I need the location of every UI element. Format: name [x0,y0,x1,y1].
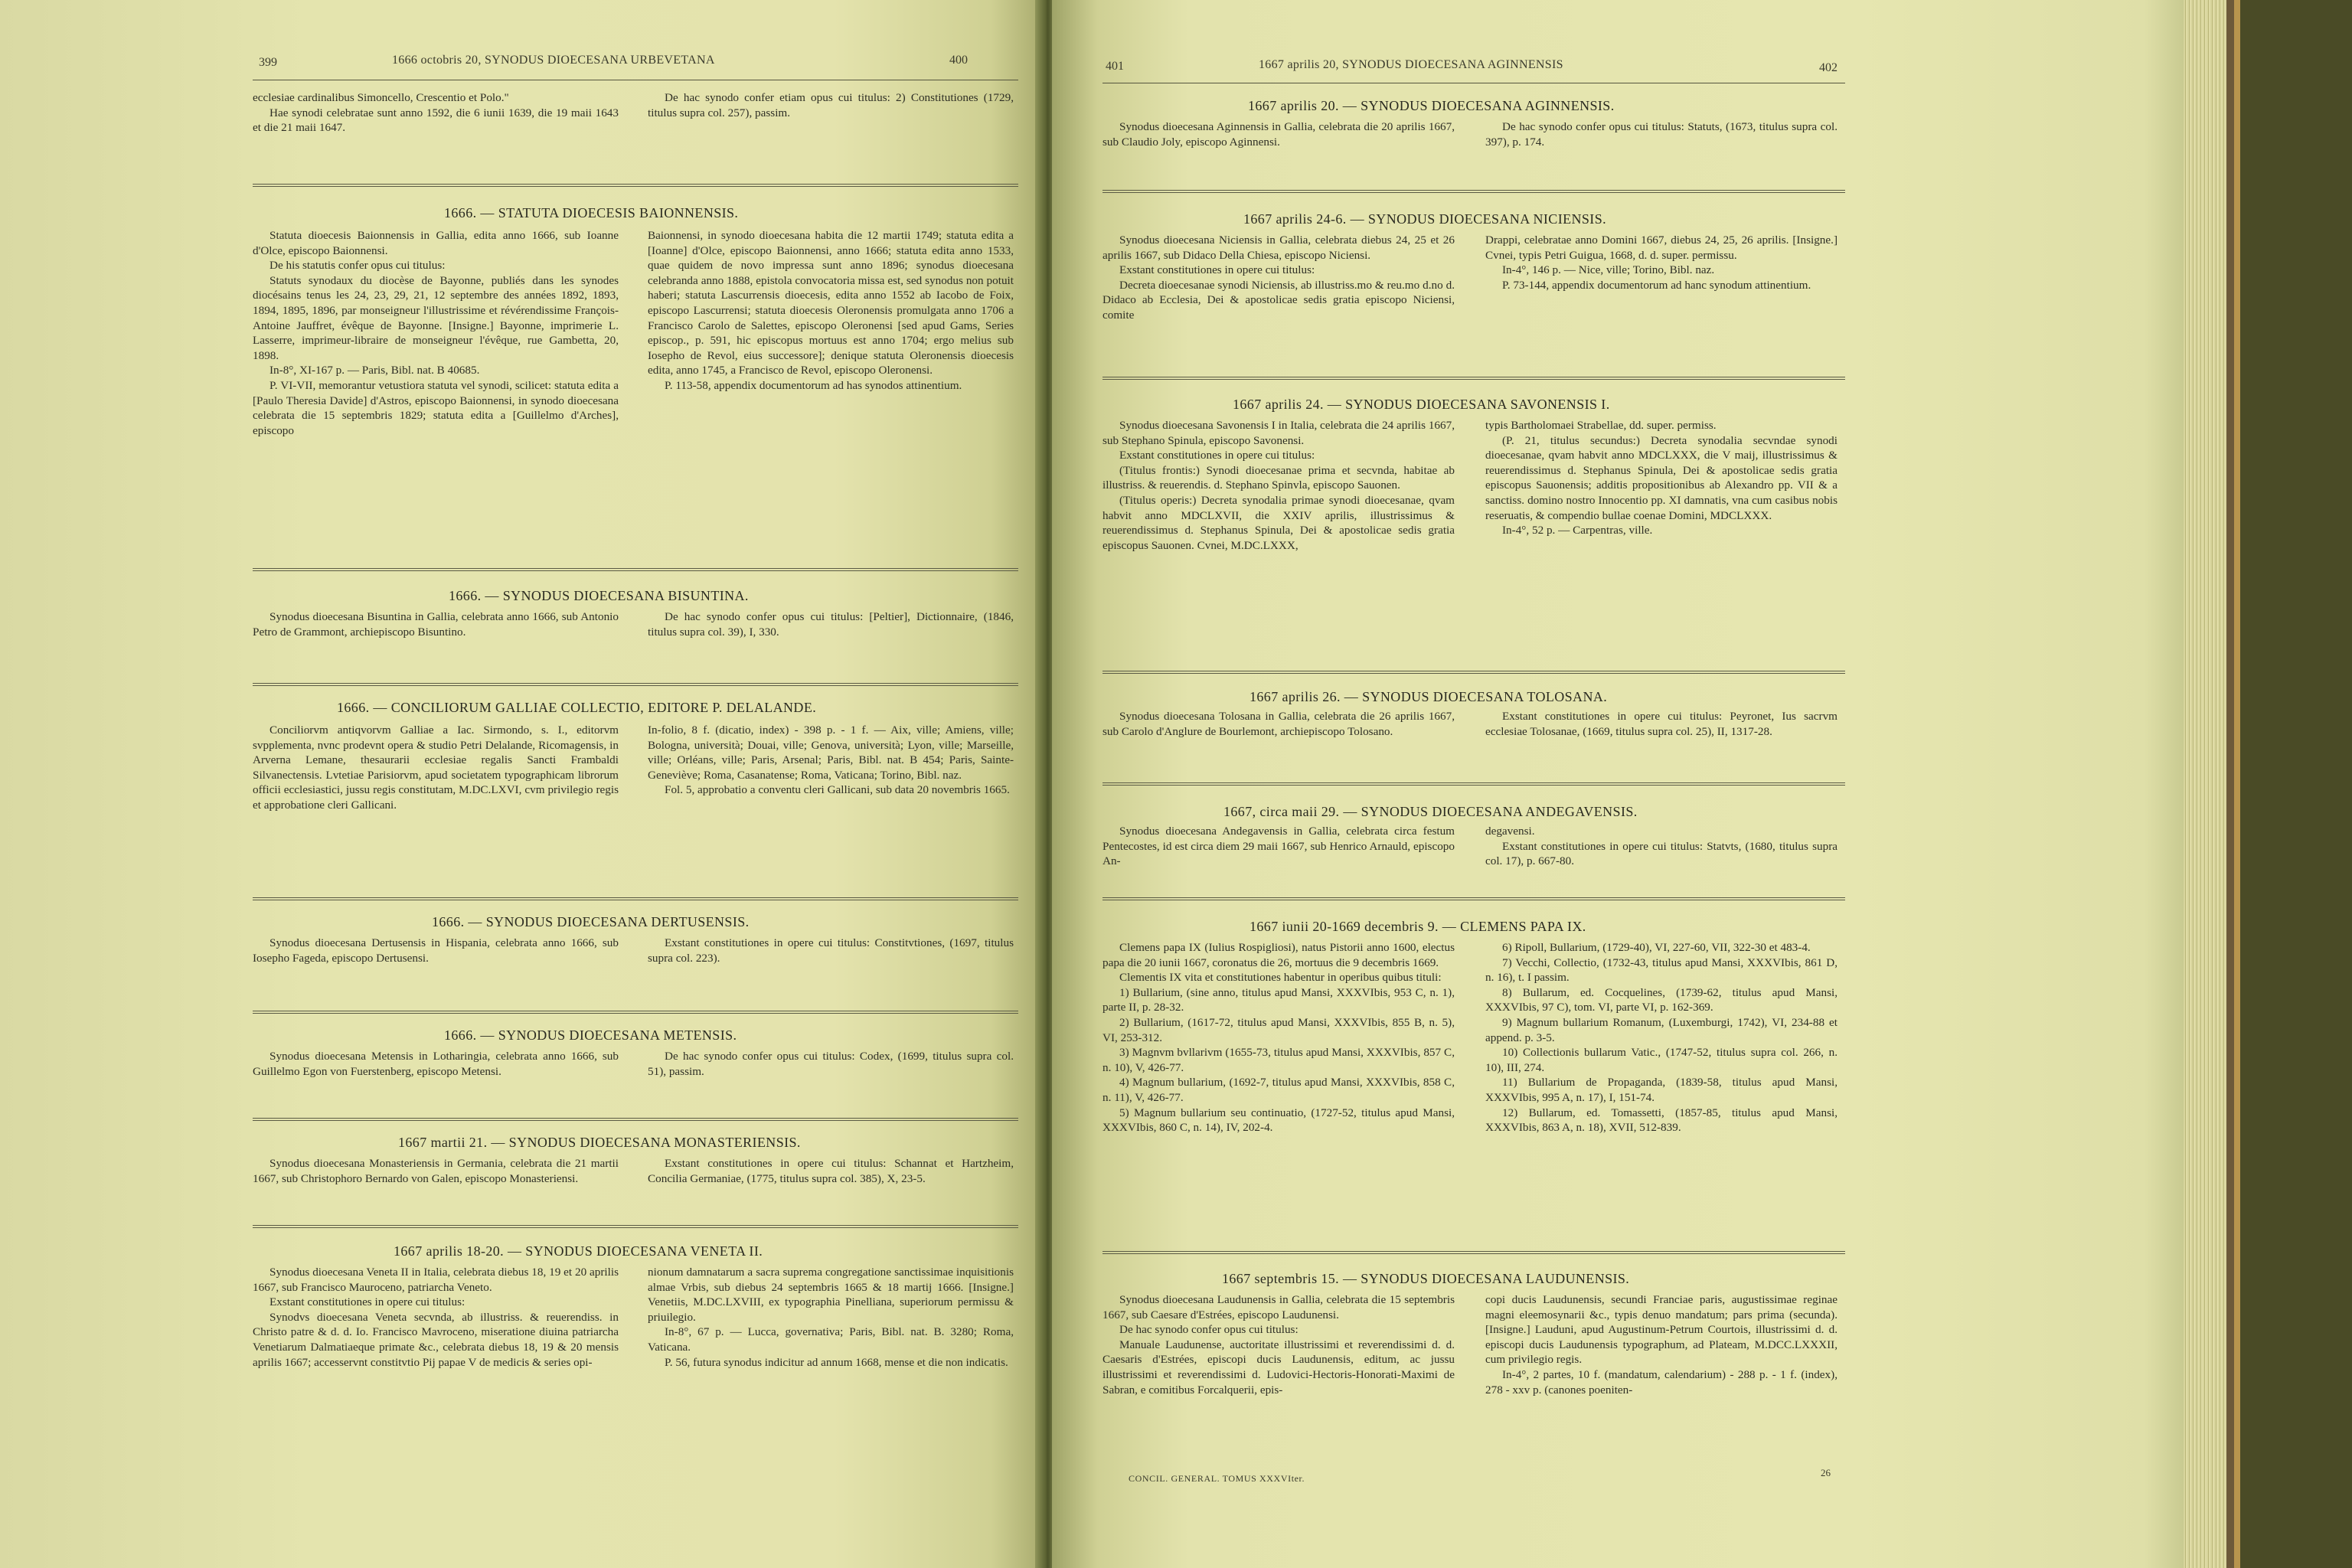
section-col-1 [1102,119,1455,149]
paragraph: 12) Bullarum, ed. Tomassetti, (1857-85, titulus apud Mansi, XXXVIbis, 863 A, n. 18), XVII, 512-839. [1485,1106,1838,1135]
section-col-2 [648,228,1014,394]
paragraph: De hac synodo confer opus cui titulus: [Peltier], Dictionnaire, (1846, titulus supra col. 39), I, 330. [648,610,1014,639]
paragraph: Exstant constitutiones in opere cui titulus: [1119,449,1315,462]
paragraph: Statuts synodaux du diocèse de Bayonne, publiés dans les synodes diocésains tenus les 24, 23, 29, 21, 12 septembre des années 1892, 1893, 1894, 1895, 1896, par monseigneur l'illustrissime et révérendissime François-Antoine Jauffret, évêque de Bayonne. [Insigne.] Bayonne, imprimerie L. Lasserre, imprimeur-libraire de monseigneur l'évêque, rue Gambetta, 20, 1898. [253,273,619,362]
section-title: 1667, circa maii 29. — SYNODUS DIOECESANA ANDEGAVENSIS. [1223,804,1638,819]
section-title: 1666. — SYNODUS DIOECESANA DERTUSENSIS. [432,914,750,929]
paragraph: Clemens papa IX (Iulius Rospigliosi), natus Pistorii anno 1600, electus papa die 20 iunii 1667, coronatus die 26, mortuus die 9 decembris 1669. [1102,941,1455,969]
paragraph: P. 113-58, appendix documentorum ad has synodos attinentium. [665,378,962,392]
book-cover [2226,0,2352,1568]
section-col-1 [1102,233,1455,323]
paragraph: Synodus dioecesana Monasteriensis in Germania, celebrata die 21 martii 1667, sub Christophoro Bernardo von Galen, episcopo Monasteriensi. [253,1157,619,1185]
section-rule [1102,377,1845,380]
paragraph: copi ducis Laudunensis, secundi Franciae paris, augustissimae reginae magni eleemosynarii &c., typis denuo mandatum; pars prima (secunda). [Insigne.] Lauduni, apud Augustinum-Petrum Courtois, illustrissimi d. d. episcopi ducis Laudunensis typographum, ad Plateam, M.DCC.LXXXII, cum privilegio regis. [1485,1293,1838,1367]
paragraph: 9) Magnum bullarium Romanum, (Luxemburgi, 1742), VI, 234-88 et append. p. 3-5. [1485,1015,1838,1044]
section-title: 1667 aprilis 26. — SYNODUS DIOECESANA TOLOSANA. [1250,689,1608,704]
paragraph: Statuta dioecesis Baionnensis in Gallia, edita anno 1666, sub Ioanne d'Olce, episcopo Baionnensi. [253,229,619,257]
paragraph: ecclesiae cardinalibus Simoncello, Crescentio et Polo." [253,91,509,104]
section-rule [253,1011,1018,1014]
paragraph: 4) Magnum bullarium, (1692-7, titulus apud Mansi, XXXVIbis, 858 C, n. 11), V, 426-77. [1102,1076,1455,1104]
section-col-2 [648,1265,1014,1370]
paragraph: De hac synodo confer etiam opus cui titulus: 2) Constitutiones (1729, titulus supra col. 257), passim. [648,91,1014,119]
section-col-1 [253,1156,619,1186]
paragraph: Fol. 5, approbatio a conventu cleri Gallicani, sub data 20 novembris 1665. [665,783,1010,797]
section-title: 1667 aprilis 24-6. — SYNODUS DIOECESANA NICIENSIS. [1243,211,1607,227]
paragraph: Synodus dioecesana Dertusensis in Hispania, celebrata anno 1666, sub Iosepho Fageda, episcopo Dertusensi. [253,936,619,965]
section-title: 1667 septembris 15. — SYNODUS DIOECESANA LAUDUNENSIS. [1222,1271,1630,1286]
section-rule [1102,671,1845,674]
paragraph: Hae synodi celebratae sunt anno 1592, die 6 iunii 1639, die 19 maii 1643 et die 21 maii 1647. [253,106,619,135]
section-col-2 [648,609,1014,639]
section-col-1 [253,609,619,639]
section-col-2 [1485,824,1838,869]
running-head-title: 1667 aprilis 20, SYNODUS DIOECESANA AGINNENSIS [1259,58,1563,71]
section-col-1 [253,1265,619,1370]
section-title: 1666. — STATUTA DIOECESIS BAIONNENSIS. [444,205,739,220]
paragraph: P. VI-VII, memorantur vetustiora statuta vel synodi, scilicet: statuta edita a [Paulo Theresia Davide] d'Astros, episcopo Baionnensi, in synodo dioecesana celebrata die 15 septembris 1829; statuta edita a [Guillelmo d'Arches], episcopo [253,378,619,437]
section-rule [1102,1251,1845,1254]
section-col-1 [1102,418,1455,553]
paragraph: 5) Magnum bullarium seu continuatio, (1727-52, titulus apud Mansi, XXXVIbis, 860 C, n. 14), IV, 202-4. [1102,1106,1455,1135]
paragraph: Synodus dioecesana Niciensis in Gallia, celebrata diebus 24, 25 et 26 aprilis 1667, sub Didaco Della Chiesa, episcopo Niciensi. [1102,234,1455,262]
paragraph: 2) Bullarium, (1617-72, titulus apud Mansi, XXXVIbis, 855 B, n. 5), VI, 253-312. [1102,1015,1455,1044]
paragraph: In-8°, XI-167 p. — Paris, Bibl. nat. B 40685. [270,364,480,377]
paragraph: In-4°, 52 p. — Carpentras, ville. [1502,524,1653,537]
paragraph: Exstant constitutiones in opere cui titulus: Peyronet, Ius sacrvm ecclesiae Tolosanae, (1669, titulus supra col. 25), II, 1317-28. [1485,710,1838,738]
section-rule [253,568,1018,571]
section-title: 1666. — SYNODUS DIOECESANA BISUNTINA. [449,588,749,603]
paragraph: degavensi. [1485,825,1535,838]
section-col-2 [648,1049,1014,1079]
paragraph: In-4°, 2 partes, 10 f. (mandatum, calendarium) - 288 p. - 1 f. (index), 278 - xxv p. (canones poeniten- [1485,1367,1838,1396]
paragraph: Synodus dioecesana Laudunensis in Gallia, celebrata die 15 septembris 1667, sub Caesare d'Estrées, episcopo Laudunensi. [1102,1293,1455,1321]
column-number-right: 402 [1819,61,1838,74]
section-col-2 [1485,233,1838,292]
section-col-1 [1102,940,1455,1135]
page-edges [2184,0,2226,1568]
sheet-number: 26 [1821,1467,1831,1478]
paragraph: Baionnensi, in synodo dioecesana habita die 12 martii 1749; statuta edita a [Ioanne] d'Olce, episcopo Baionnensi, anno 1666; statuta edita anno 1533, quae quidem de novo impressa sunt anno 1896; synodus dioecesana celebranda anno 1888, epistola convocatoria missa est, sed synodus non potuit haberi; statuta Lascurrensis dioecesis, edita anno 1552 ab Iacobo de Foix, episcopo Lascurrensi; statuta dioecesis Oleronensis promulgata anno 1706 a Francisco Carolo de Salettes, episcopo Oleronensi [sed apud Gams, Series episcop., p. 591, hic episcopus mortuus est anno 1704; ergo melius sub Iosepho de Revol, eius successore]; denique statuta Oleronensis dioecesis edita, anno 1745, a Francisco de Revol, episcopo Oleronensi. [648,229,1014,377]
section-col-2 [648,723,1014,798]
section-rule [253,1118,1018,1121]
paragraph: (P. 21, titulus secundus:) Decreta synodalia secvndae synodi dioecesanae, qvam habvit anno MDCLXXX, die V maij, illustrissimus & reuerendissimus d. Stephanus Spinula, Dei & apostolicae sedis gratia episcopus Sauonensis; additis propositionibus ab Alexandro pp. VII & a sanctiss. domino nostro Innocentio pp. XI damnatis, vna cum casibus nobis reseruatis, & compendio bullae coenae Domini, MDCLXXX. [1485,433,1838,522]
section-col-2 [1485,119,1838,149]
paragraph: 10) Collectionis bullarum Vatic., (1747-52, titulus supra col. 266, n. 10), III, 274. [1485,1046,1838,1074]
paragraph: (Titulus operis:) Decreta synodalia primae synodi dioecesanae, qvam habvit anno MDCLXVII, die XXIV aprilis, illustrissimus & reuerendissimus d. Stephanus Spinula, Dei & apostolicae sedis gratia episcopus Sauonen. Cvnei, M.DC.LXXX, [1102,493,1455,552]
paragraph: 7) Vecchi, Collectio, (1732-43, titulus apud Mansi, XXXVIbis, 861 D, n. 16), t. I passim. [1485,956,1838,985]
section-rule [1102,782,1845,786]
paragraph: Synodus dioecesana Aginnensis in Gallia, celebrata die 20 aprilis 1667, sub Claudio Joly, episcopo Aginnensi. [1102,120,1455,149]
section-col-2 [648,1156,1014,1186]
paragraph: Exstant constitutiones in opere cui titulus: Schannat et Hartzheim, Concilia Germaniae, (1775, titulus supra col. 385), X, 23-5. [648,1157,1014,1185]
paragraph: De his statutis confer opus cui titulus: [270,259,446,273]
paragraph: Decreta dioecesanae synodi Niciensis, ab illustriss.mo & reu.mo d.no d. Didaco ab Ecclesia, Dei & apostolicae sedis gratia episcopo Niciensi, comite [1102,278,1455,322]
paragraph: 3) Magnvm bvllarivm (1655-73, titulus apud Mansi, XXXVIbis, 857 C, n. 10), V, 426-77. [1102,1046,1455,1074]
section-col-1 [253,228,619,438]
section-col-1 [253,1049,619,1079]
section-title: 1667 martii 21. — SYNODUS DIOECESANA MONASTERIENSIS. [398,1135,801,1150]
paragraph: Conciliorvm antiqvorvm Galliae a Iac. Sirmondo, s. I., editorvm svpplementa, nvnc prodevnt opera & studio Petri Delalande, Ricomagensis, in Arverna Lemane, thesaurarii ecclesiae regalis Sancti Frambaldi Silvanectensis. Lvtetiae Parisiorvm, apud societatem typographicam librorum officii ecclesiastici, jussu regis constitutam, M.DC.LXVI, cvm privilegio regis et approbatione cleri Gallicani. [253,724,619,812]
section-rule [1102,190,1845,193]
section-col-2 [1485,418,1838,538]
paragraph: Synodus dioecesana Veneta II in Italia, celebrata diebus 18, 19 et 20 aprilis 1667, sub Francisco Mauroceno, patriarcha Veneto. [253,1266,619,1294]
section-rule [253,184,1018,187]
right-page [1052,0,2190,1568]
section-col-1 [1102,1292,1455,1397]
paragraph: (Titulus frontis:) Synodi dioecesanae prima et secvnda, habitae ab illustriss. & reuerendis. d. Stephano Spinvla, episcopo Sauonen. [1102,463,1455,492]
section-rule [253,683,1018,686]
section-col-2 [1485,1292,1838,1397]
section-col-1 [253,936,619,965]
section-col-2 [1485,709,1838,739]
paragraph: Synodus dioecesana Tolosana in Gallia, celebrata die 26 aprilis 1667, sub Carolo d'Anglure de Bourlemont, archiepiscopo Tolosano. [1102,710,1455,738]
paragraph: Exstant constitutiones in opere cui titulus: Statvts, (1680, titulus supra col. 17), p. 667-80. [1485,839,1838,868]
left-page [0,0,1043,1568]
paragraph: 6) Ripoll, Bullarium, (1729-40), VI, 227-60, VII, 322-30 et 483-4. [1502,941,1811,954]
paragraph: De hac synodo confer opus cui titulus: Statuts, (1673, titulus supra col. 397), p. 174. [1485,120,1838,149]
running-head-title: 1666 octobris 20, SYNODUS DIOECESANA URBEVETANA [392,54,715,67]
column-number-left: 399 [259,56,277,69]
section-col-2 [1485,940,1838,1135]
paragraph: Drappi, celebratae anno Domini 1667, diebus 24, 25, 26 aprilis. [Insigne.] Cvnei, typis Petri Guigua, 1668, d. d. super. permissu. [1485,234,1838,262]
section-title: 1666. — SYNODUS DIOECESANA METENSIS. [444,1027,737,1043]
paragraph: In-folio, 8 f. (dicatio, index) - 398 p. - 1 f. — Aix, ville; Amiens, ville; Bologna, università; Douai, ville; Genova, università; Lyon, ville; Marseille, ville; Orléans, ville; Paris, Arsenal; Paris, Bibl. nat. B 454; Paris, Sainte-Geneviève; Roma, Casanatense; Roma, Vaticana; Torino, Bibl. naz. [648,724,1014,782]
section-col-1 [1102,824,1455,869]
paragraph: Manuale Laudunense, auctoritate illustrissimi et reverendissimi d. d. Caesaris d'Estrées, episcopi ducis Laudunensis, editum, ac jussu illustrissimi et reverendissimi d. Ludovici-Hectoris-Honorati-Maximi de Sabran, e comitibus Forcalquerii, epis- [1102,1338,1455,1396]
column-number-right: 400 [949,54,968,67]
paragraph: Synodus dioecesana Andegavensis in Gallia, celebrata circa festum Pentecostes, id est circa diem 29 maii 1667, sub Henrico Arnauld, episcopo An- [1102,825,1455,868]
section-col-1 [1102,709,1455,739]
paragraph: P. 73-144, appendix documentorum ad hanc synodum attinentium. [1502,278,1811,292]
section-rule [253,897,1018,900]
paragraph: In-8°, 67 p. — Lucca, governativa; Paris, Bibl. nat. B. 3280; Roma, Vaticana. [648,1325,1014,1354]
paragraph: Synodus dioecesana Metensis in Lotharingia, celebrata anno 1666, sub Guillelmo Egon von Fuerstenberg, episcopo Metensi. [253,1050,619,1078]
paragraph: In-4°, 146 p. — Nice, ville; Torino, Bibl. naz. [1502,263,1715,277]
paragraph: De hac synodo confer opus cui titulus: [1119,1323,1298,1337]
paragraph: P. 56, futura synodus indicitur ad annum 1668, mense et die non indicatis. [665,1355,1008,1369]
paragraph: Synodvs dioecesana Veneta secvnda, ab illustriss. & reuerendiss. in Christo patre & d. d. Io. Francisco Mavroceno, miseratione diuina patriarcha Venetiarum Dalmatiaeque primate &c., celebrata diebus 18, 19 & 20 mensis aprilis 1667; accesservnt constitvtio Pij papae V de medicis & series opi- [253,1310,619,1369]
signature-mark: CONCIL. GENERAL. TOMUS XXXVIter. [1129,1473,1305,1484]
section-title: 1667 aprilis 18-20. — SYNODUS DIOECESANA VENETA II. [394,1243,763,1259]
section-title: 1667 aprilis 20. — SYNODUS DIOECESANA AGINNENSIS. [1248,98,1615,113]
section-title: 1667 aprilis 24. — SYNODUS DIOECESANA SAVONENSIS I. [1233,397,1610,412]
section-title: 1666. — CONCILIORUM GALLIAE COLLECTIO, EDITORE P. DELALANDE. [337,700,817,715]
intro-col-2 [648,90,1014,120]
paragraph: 11) Bullarium de Propaganda, (1839-58, titulus apud Mansi, XXXVIbis, 995 A, n. 17), I, 151-74. [1485,1076,1838,1104]
paragraph: De hac synodo confer opus cui titulus: Codex, (1699, titulus supra col. 51), passim. [648,1050,1014,1078]
section-col-2 [648,936,1014,965]
paragraph: Clementis IX vita et constitutiones habentur in operibus quibus tituli: [1119,971,1442,985]
paragraph: nionum damnatarum a sacra suprema congregatione sanctissimae inquisitionis almae Vrbis, sub diebus 24 septembris 1665 & 18 martij 1666. [Insigne.] Venetiis, M.DC.LXVIII, ex typographia Pinelliana, superiorum permissu & priuilegio. [648,1266,1014,1324]
paragraph: Exstant constitutiones in opere cui titulus: [1119,263,1315,277]
section-title: 1667 iunii 20-1669 decembris 9. — CLEMENS PAPA IX. [1250,919,1586,934]
paragraph: 1) Bullarium, (sine anno, titulus apud Mansi, XXXVIbis, 953 C, n. 1), parte II, p. 28-32. [1102,985,1455,1014]
paragraph: Synodus dioecesana Savonensis I in Italia, celebrata die 24 aprilis 1667, sub Stephano Spinula, episcopo Savonensi. [1102,419,1455,447]
intro-col-1 [253,90,619,136]
paragraph: typis Bartholomaei Strabellae, dd. super. permiss. [1485,419,1717,432]
section-rule [1102,897,1845,900]
paragraph: 8) Bullarum, ed. Cocquelines, (1739-62, titulus apud Mansi, XXXVIbis, 97 C), tom. VI, parte VI, p. 162-369. [1485,985,1838,1014]
paragraph: Exstant constitutiones in opere cui titulus: [270,1295,466,1309]
paragraph: Synodus dioecesana Bisuntina in Gallia, celebrata anno 1666, sub Antonio Petro de Grammont, archiepiscopo Bisuntino. [253,610,619,639]
column-number-left: 401 [1106,60,1124,73]
section-rule [253,1225,1018,1228]
paragraph: Exstant constitutiones in opere cui titulus: Constitvtiones, (1697, titulus supra col. 223). [648,936,1014,965]
section-col-1 [253,723,619,813]
